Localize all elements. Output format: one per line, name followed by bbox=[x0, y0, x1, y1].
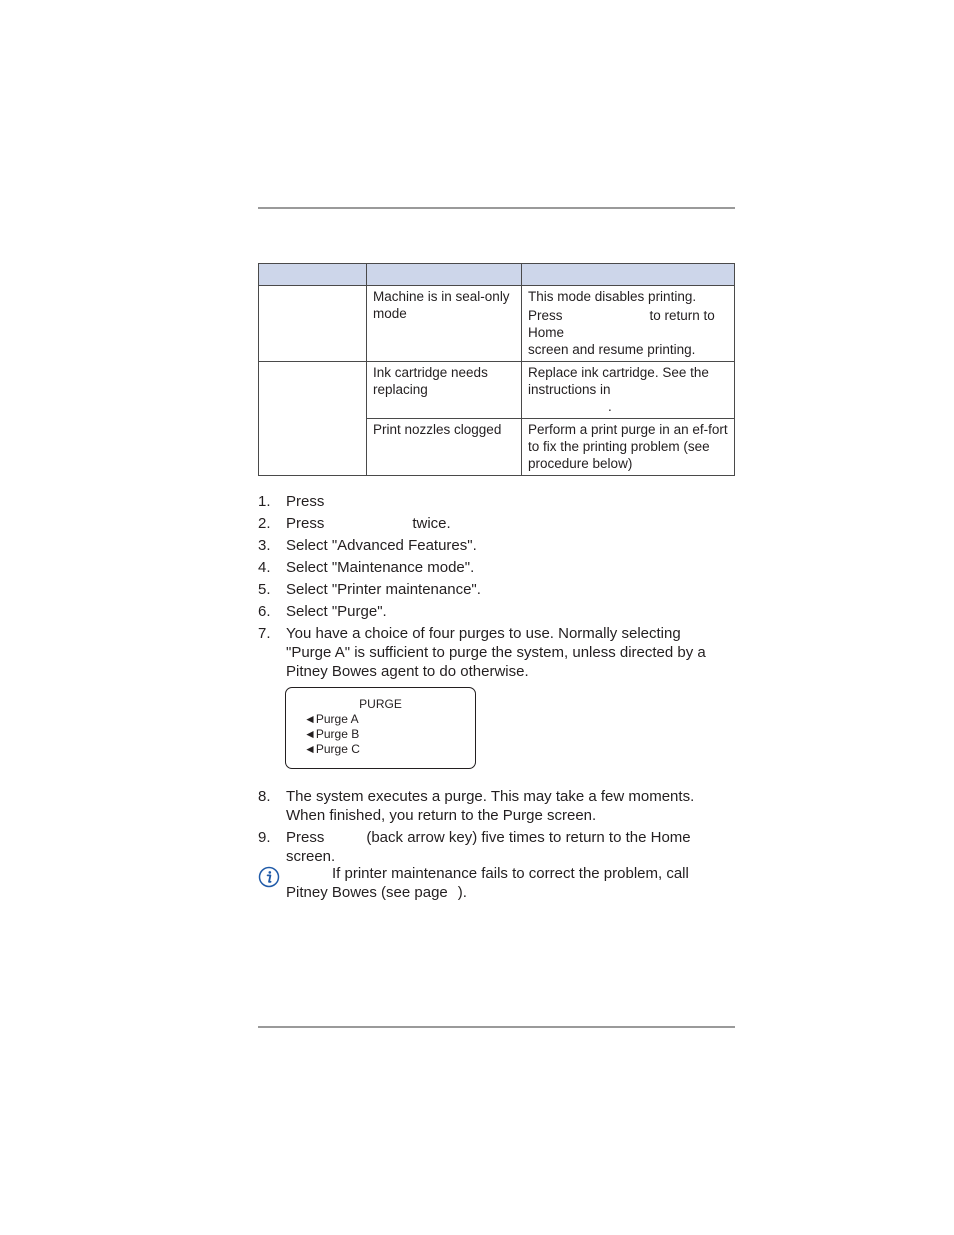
list-item bbox=[258, 492, 728, 511]
table-row bbox=[259, 286, 735, 362]
info-note bbox=[258, 864, 728, 902]
table-header-cell bbox=[259, 264, 367, 286]
purge-options bbox=[304, 712, 360, 757]
table-header-row bbox=[259, 264, 735, 286]
troubleshooting-table bbox=[258, 263, 735, 476]
purge-procedure-steps bbox=[258, 492, 728, 869]
purge-option: ◄Purge C bbox=[304, 742, 360, 756]
step-number: 9. bbox=[258, 829, 271, 846]
cause-cell: Ink cartridge needs replacing bbox=[367, 362, 522, 419]
step-text: (back arrow key) five times to return to the Home screen. bbox=[286, 829, 691, 865]
list-item bbox=[258, 536, 728, 555]
table-header-cell bbox=[367, 264, 522, 286]
solution-text: to return to Home bbox=[528, 308, 715, 340]
solution-text: Press bbox=[528, 308, 563, 323]
problem-cell bbox=[259, 286, 367, 362]
header-rule bbox=[258, 207, 735, 209]
table-row bbox=[259, 362, 735, 419]
info-icon bbox=[258, 866, 280, 888]
step-number: 5. bbox=[258, 581, 271, 598]
step-text: Press bbox=[286, 493, 325, 510]
list-item bbox=[258, 558, 728, 577]
list-item bbox=[258, 624, 728, 681]
list-item bbox=[258, 514, 728, 533]
list-item bbox=[258, 787, 728, 825]
footer-rule bbox=[258, 1026, 735, 1028]
step-number: 6. bbox=[258, 603, 271, 620]
step-text: Press bbox=[286, 515, 325, 532]
solution-cell bbox=[522, 286, 735, 362]
cause-cell: Machine is in seal-only mode bbox=[367, 286, 522, 362]
step-number: 3. bbox=[258, 537, 271, 554]
problem-cell bbox=[259, 362, 367, 476]
purge-option: ◄Purge B bbox=[304, 727, 360, 741]
step-number: 7. bbox=[258, 625, 271, 642]
step-text: Select "Maintenance mode". bbox=[286, 559, 475, 576]
note-text: If printer maintenance fails to correct the problem, call Pitney Bowes (see page bbox=[286, 865, 689, 901]
purge-screen-display bbox=[285, 687, 476, 769]
solution-text: Replace ink cartridge. See the instructions in bbox=[528, 365, 709, 397]
solution-cell: Perform a print purge in an ef-fort to fix the printing problem (see procedure below) bbox=[522, 419, 735, 476]
step-text: You have a choice of four purges to use. Normally selecting "Purge A" is sufficient to purge the system, unless directed by a Pitney Bowes agent to do otherwise. bbox=[286, 625, 706, 680]
solution-text: This mode disables printing. bbox=[528, 289, 697, 304]
table-header-cell bbox=[522, 264, 735, 286]
solution-cell bbox=[522, 362, 735, 419]
step-text: Press bbox=[286, 829, 325, 846]
solution-text: screen and resume printing. bbox=[528, 342, 696, 357]
list-item bbox=[258, 580, 728, 599]
step-text: Select "Printer maintenance". bbox=[286, 581, 481, 598]
step-number: 2. bbox=[258, 515, 271, 532]
cause-cell: Print nozzles clogged bbox=[367, 419, 522, 476]
step-text: The system executes a purge. This may take a few moments. When finished, you return to the Purge screen. bbox=[286, 788, 695, 824]
note-text-end: ). bbox=[457, 884, 467, 901]
step-number: 1. bbox=[258, 493, 271, 510]
step-text: twice. bbox=[412, 515, 451, 532]
purge-option: ◄Purge A bbox=[304, 712, 359, 726]
step-text: Select "Advanced Features". bbox=[286, 537, 477, 554]
list-item bbox=[258, 828, 728, 866]
solution-text: . bbox=[608, 399, 612, 414]
purge-screen-title: PURGE bbox=[359, 697, 402, 711]
list-item bbox=[258, 602, 728, 621]
step-text: Select "Purge". bbox=[286, 603, 387, 620]
step-number: 4. bbox=[258, 559, 271, 576]
step-number: 8. bbox=[258, 788, 271, 805]
